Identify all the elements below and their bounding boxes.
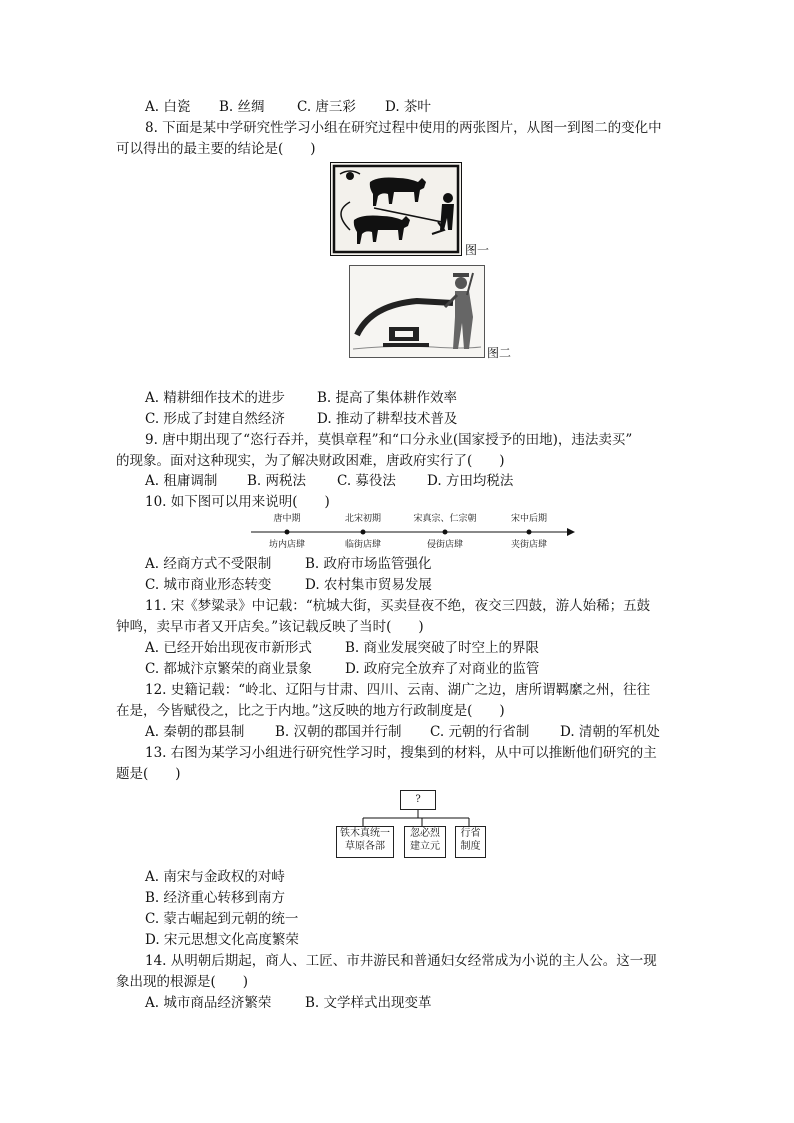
timeline-period-4: 宋中后期 [510,514,548,524]
q8-option-a[interactable]: A. 精耕细作技术的进步 [145,390,285,406]
q9-stem-line1: 9. 唐中期出现了“恣行吞并，莫惧章程”和“口分永业(国家授予的田地)，违法卖买” [145,432,633,448]
q8-stem-line1: 8. 下面是某中学研究性学习小组在研究过程中使用的两张图片，从图一到图二的变化中 [145,120,662,136]
node-2-line1: 忽必烈 [410,828,440,839]
timeline-shop-4: 夹街店肆 [510,540,548,550]
q12-option-b[interactable]: B. 汉朝的郡国并行制 [275,724,402,740]
q9-stem-line2: 的现象。面对这种现实，为了解决财政困难，唐政府实行了( ) [116,453,505,469]
q12-options [145,723,660,741]
q12-option-a[interactable]: A. 秦朝的郡县制 [145,724,245,740]
q13-option-a[interactable]: A. 南宋与金政权的对峙 [145,869,285,885]
q14-option-b[interactable]: B. 文学样式出现变革 [305,995,432,1011]
q13-stem-line1: 13. 右图为某学习小组进行研究性学习时，搜集到的材料，从中可以推断他们研究的主 [145,745,657,761]
q10-option-c[interactable]: C. 城市商业形态转变 [145,577,272,593]
q14-option-a[interactable]: A. 城市商品经济繁荣 [145,995,272,1011]
q11-option-c[interactable]: C. 都城汴京繁荣的商业景象 [145,661,312,677]
q7-option-c[interactable]: C. 唐三彩 [297,99,356,115]
q9-option-a[interactable]: A. 租庸调制 [145,473,218,489]
figure-two-caption: 图二 [487,346,512,360]
q8-option-c[interactable]: C. 形成了封建自然经济 [145,411,285,427]
q10-options-row1 [145,555,432,573]
q9-option-c[interactable]: C. 募役法 [337,473,396,489]
q8-option-d[interactable]: D. 推动了耕犁技术普及 [317,411,458,427]
figure-one-caption: 图一 [465,243,490,257]
timeline-period-1: 唐中期 [273,514,301,524]
q7-options [145,98,431,116]
q7-option-b[interactable]: B. 丝绸 [219,99,265,115]
q10-timeline [245,512,577,552]
node-3-line1: 行省 [460,828,481,839]
concept-chart-node-2 [404,826,446,858]
q8-options-row1 [145,389,457,407]
concept-chart-node-3 [455,826,486,858]
q10-option-d[interactable]: D. 农村集市贸易发展 [305,577,432,593]
node-1-line2: 草原各部 [345,841,385,852]
timeline-period-3: 宋真宗、仁宗朝 [413,514,477,524]
q13-stem-line2: 题是( ) [116,766,181,782]
q7-option-a[interactable]: A. 白瓷 [145,99,191,115]
timeline-shop-3: 侵街店肆 [426,540,464,550]
q9-option-d[interactable]: D. 方田均税法 [427,473,514,489]
q7-option-d[interactable]: D. 茶叶 [385,99,431,115]
q12-stem-line2: 在是，今皆赋役之，比之于内地。”这反映的地方行政制度是( ) [116,703,505,719]
node-3-line2: 制度 [460,841,481,852]
q12-option-d[interactable]: D. 清朝的军机处 [560,724,660,740]
q11-option-d[interactable]: D. 政府完全放弃了对商业的监管 [345,661,540,677]
q13-concept-chart [336,788,486,860]
node-1-line1: 铁木真统一 [340,828,390,839]
q10-options-row2 [145,576,432,594]
q10-stem: 10. 如下图可以用来说明( ) [145,494,330,510]
timeline-shop-1: 坊内店肆 [268,540,306,550]
q8-stem-line2: 可以得出的最主要的结论是( ) [116,141,316,157]
concept-chart-node-1 [336,826,394,858]
timeline-shop-2: 临街店肆 [344,540,382,550]
q14-stem-line2: 象出现的根源是( ) [116,974,249,990]
q10-option-b[interactable]: B. 政府市场监管强化 [305,556,432,572]
q11-option-a[interactable]: A. 已经开始出现夜市新形式 [145,640,312,656]
q11-stem-line2: 钟鸣，卖早市者又开店矣。”该记载反映了当时( ) [116,619,424,635]
q8-options-row2 [145,410,457,428]
q11-stem-line1: 11. 宋《梦粱录》中记载：“杭城大街，买卖昼夜不绝，夜交三四鼓，游人始稀；五鼓 [145,598,651,614]
q12-stem-line1: 12. 史籍记载：“岭北、辽阳与甘肃、四川、云南、湖广之边，唐所谓羁縻之州，往往 [145,682,651,698]
q9-option-b[interactable]: B. 两税法 [247,473,307,489]
q13-option-b[interactable]: B. 经济重心转移到南方 [145,890,286,906]
timeline-period-2: 北宋初期 [344,514,382,524]
figure-two-curved-plow [349,265,485,358]
concept-chart-root: ? [400,790,436,810]
q13-option-c[interactable]: C. 蒙古崛起到元朝的统一 [145,911,299,927]
q11-options-row2 [145,660,539,678]
q11-option-b[interactable]: B. 商业发展突破了时空上的界限 [345,640,540,656]
q12-option-c[interactable]: C. 元朝的行省制 [430,724,530,740]
q14-options [145,994,432,1012]
q13-option-d[interactable]: D. 宋元思想文化高度繁荣 [145,932,299,948]
q14-stem-line1: 14. 从明朝后期起，商人、工匠、市井游民和普通妇女经常成为小说的主人公。这一现 [145,953,657,969]
q11-options-row1 [145,639,539,657]
q8-option-b[interactable]: B. 提高了集体耕作效率 [317,390,458,406]
node-2-line2: 建立元 [410,841,440,852]
q10-option-a[interactable]: A. 经商方式不受限制 [145,556,272,572]
figure-one-ox-plowing [330,162,462,256]
q9-options [145,472,513,490]
